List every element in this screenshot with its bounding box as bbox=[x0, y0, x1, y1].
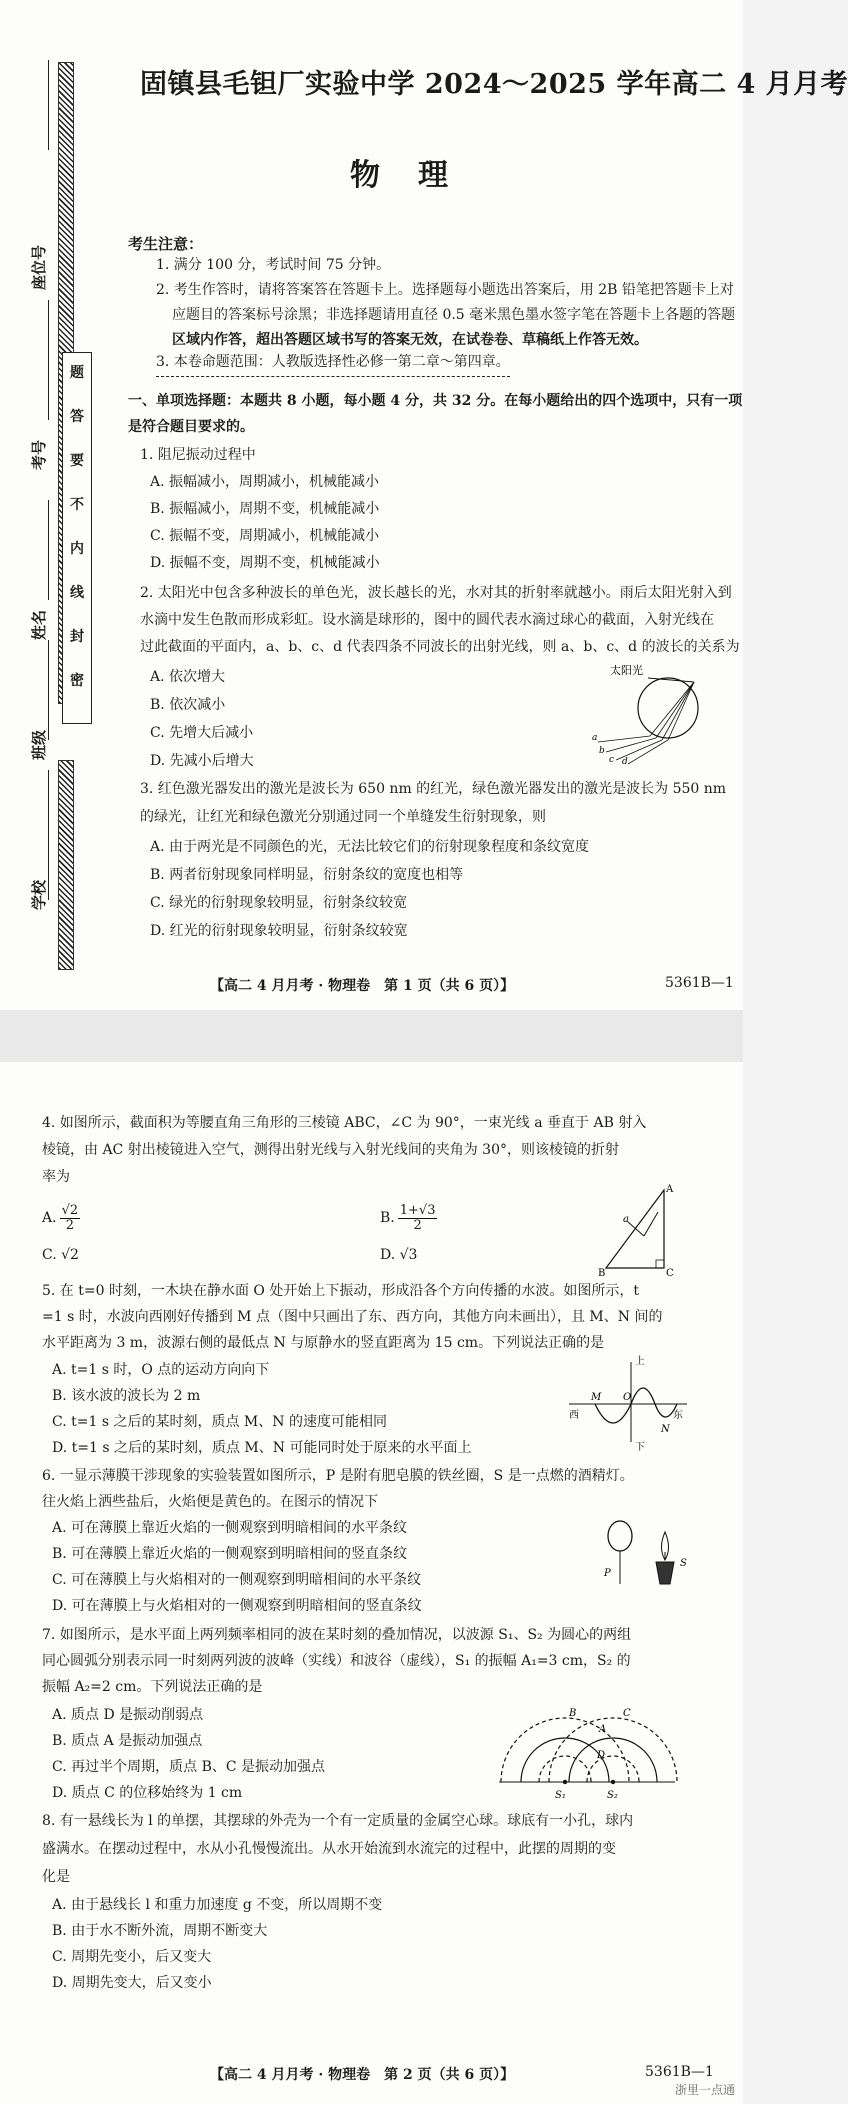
q6-stem: 6. 一显示薄膜干涉现象的实验装置如图所示，P 是附有肥皂膜的铁丝圈，S 是一点燃的酒精灯。 bbox=[42, 1468, 634, 1484]
east-label: 东 bbox=[673, 1410, 683, 1421]
q6-option: B. 可在薄膜上靠近火焰的一侧观察到明暗相间的竖直条纹 bbox=[52, 1546, 408, 1562]
section-heading: 一、单项选择题：本题共 8 小题，每小题 4 分，共 32 分。在每小题给出的四个选项中，只有一项 bbox=[128, 393, 743, 409]
q7-stem: 同心圆弧分别表示同一时刻两列波的波峰（实线）和波谷（虚线），S₁ 的振幅 A₁=3 cm，S₂ 的 bbox=[42, 1653, 631, 1669]
point-a-label: A bbox=[599, 1724, 607, 1735]
page-footer: 【高二 4 月月考 · 物理卷 第 1 页（共 6 页）】 bbox=[210, 978, 515, 994]
exam-page-2 bbox=[0, 1062, 743, 2104]
name-line bbox=[48, 500, 49, 600]
seal-char: 封 bbox=[70, 629, 84, 645]
watermark: 浙里一点通 bbox=[674, 2083, 735, 2097]
name-label: 姓名 bbox=[30, 609, 48, 640]
seal-char: 内 bbox=[70, 541, 84, 557]
q8-stem: 8. 有一悬线长为 l 的单摆，其摆球的外壳为一个有一定质量的金属空心球。球底有一小孔，球内 bbox=[42, 1813, 634, 1829]
q7-stem: 振幅 A₂=2 cm。下列说法正确的是 bbox=[42, 1679, 263, 1695]
class-label: 班级 bbox=[30, 729, 48, 760]
q8-stem: 化是 bbox=[42, 1869, 70, 1885]
seal-char: 答 bbox=[70, 409, 84, 425]
ray-a-label: a bbox=[592, 733, 598, 743]
q4-stem: 4. 如图所示，截面积为等腰直角三角形的三棱镜 ABC，∠C 为 90°，一束光线 a 垂直于 AB 射入 bbox=[42, 1115, 647, 1131]
q6-option: A. 可在薄膜上靠近火焰的一侧观察到明暗相间的水平条纹 bbox=[52, 1520, 408, 1536]
page-footer: 【高二 4 月月考 · 物理卷 第 2 页（共 6 页）】 bbox=[210, 2067, 515, 2083]
q3-option: A. 由于两光是不同颜色的光，无法比较它们的衍射现象程度和条纹宽度 bbox=[150, 839, 590, 855]
west-label: 西 bbox=[569, 1410, 579, 1421]
point-c-label: C bbox=[623, 1708, 631, 1719]
notice-line: 1. 满分 100 分，考试时间 75 分钟。 bbox=[156, 257, 391, 273]
sunlight-label: 太阳光 bbox=[610, 664, 643, 677]
interference-figure bbox=[495, 1702, 680, 1802]
numerator: 1+√3 bbox=[399, 1202, 436, 1218]
point-n-label: N bbox=[661, 1424, 670, 1435]
q7-option: C. 再过半个周期，质点 B、C 是振动加强点 bbox=[52, 1759, 326, 1775]
numerator: √2 bbox=[61, 1202, 79, 1218]
raindrop-figure bbox=[590, 660, 710, 765]
q8-stem: 盛满水。在摆动过程中，水从小孔慢慢流出。从水开始流到水流完的过程中，此摆的周期的变 bbox=[42, 1841, 616, 1857]
q7-stem: 7. 如图所示，是水平面上两列频率相同的波在某时刻的叠加情况，以波源 S₁、S₂ 为圆心的两组 bbox=[42, 1627, 632, 1643]
q5-stem: 5. 在 t=0 时刻，一木块在静水面 O 处开始上下振动，形成沿各个方向传播的水波。如图所示，t bbox=[42, 1283, 639, 1299]
q8-option: D. 周期先变大，后又变小 bbox=[52, 1975, 212, 1991]
q1-option: A. 振幅减小，周期减小，机械能减小 bbox=[150, 474, 380, 490]
q3-stem: 的绿光，让红光和绿色激光分别通过同一个单缝发生衍射现象，则 bbox=[140, 809, 546, 825]
up-label: 上 bbox=[635, 1356, 645, 1367]
point-d-label: D bbox=[597, 1750, 606, 1761]
paper-code: 5361B—1 bbox=[645, 2064, 714, 2080]
q1-stem: 1. 阻尼振动过程中 bbox=[140, 447, 256, 463]
q5-option: A. t=1 s 时，O 点的运动方向向下 bbox=[52, 1362, 270, 1378]
denominator: 2 bbox=[413, 1217, 422, 1233]
seal-char: 线 bbox=[70, 585, 84, 601]
q8-option: C. 周期先变小，后又变大 bbox=[52, 1949, 212, 1965]
q3-option: B. 两者衍射现象同样明显，衍射条纹的宽度也相等 bbox=[150, 867, 464, 883]
section-heading-cont: 是符合题目要求的。 bbox=[128, 419, 254, 435]
q4-stem: 棱镜，由 AC 射出棱镜进入空气，测得出射光线与入射光线间的夹角为 30°，则该棱镜的折射 bbox=[42, 1142, 619, 1158]
exam-title: 固镇县毛钽厂实验中学 2024～2025 学年高二 4 月月考 bbox=[140, 69, 848, 100]
q8-option: B. 由于水不断外流，周期不断变大 bbox=[52, 1923, 268, 1939]
q2-stem: 2. 太阳光中包含多种波长的单色光，波长越长的光，水对其的折射率就越小。雨后太阳光射入到 bbox=[140, 585, 732, 601]
ray-d-label: d bbox=[622, 757, 628, 767]
q6-option: C. 可在薄膜上与火焰相对的一侧观察到明暗相间的水平条纹 bbox=[52, 1572, 422, 1588]
vertex-a-label: A bbox=[666, 1184, 674, 1195]
class-line bbox=[48, 640, 49, 740]
q6-option: D. 可在薄膜上与火焰相对的一侧观察到明暗相间的竖直条纹 bbox=[52, 1598, 422, 1614]
seal-char: 不 bbox=[70, 497, 84, 513]
q4-option-a-letter: A. bbox=[42, 1210, 57, 1226]
water-wave-figure bbox=[565, 1352, 690, 1452]
notice-line: 应题目的答案标号涂黑；非选择题请用直径 0.5 毫米黑色墨水签字笔在答题卡上各题的答题 bbox=[172, 307, 736, 323]
q7-option: D. 质点 C 的位移始终为 1 cm bbox=[52, 1785, 243, 1801]
q3-option: D. 红光的衍射现象较明显，衍射条纹较宽 bbox=[150, 923, 408, 939]
q8-option: A. 由于悬线长 l 和重力加速度 g 不变，所以周期不变 bbox=[52, 1897, 383, 1913]
q2-option: A. 依次增大 bbox=[150, 669, 226, 685]
page-gap bbox=[0, 1010, 743, 1062]
source-s1-label: S₁ bbox=[555, 1790, 566, 1801]
q2-stem: 过此截面的平面内，a、b、c、d 代表四条不同波长的出射光线，则 a、b、c、d 的波长的关系为 bbox=[140, 639, 740, 655]
notice-line: 3. 本卷命题范围：人教版选择性必修一第二章～第四章。 bbox=[156, 349, 510, 377]
vertex-c-label: C bbox=[666, 1268, 674, 1279]
q2-option: D. 先减小后增大 bbox=[150, 753, 254, 769]
q2-option: C. 先增大后减小 bbox=[150, 725, 254, 741]
ray-c-label: c bbox=[609, 755, 615, 765]
q5-stem: 水平距离为 3 m，波源右侧的最低点 N 与原静水的竖直距离为 15 cm。下列说法正确的是 bbox=[42, 1335, 605, 1351]
school-label: 学校 bbox=[30, 879, 48, 910]
q6-stem: 往火焰上洒些盐后，火焰便是黄色的。在图示的情况下 bbox=[42, 1494, 378, 1510]
source-s2-label: S₂ bbox=[607, 1790, 618, 1801]
vertex-b-label: B bbox=[598, 1268, 606, 1279]
q4-option-a bbox=[42, 1200, 80, 1236]
q1-option: B. 振幅减小，周期不变，机械能减小 bbox=[150, 501, 380, 517]
seal-char: 题 bbox=[70, 365, 84, 381]
q4-option-c: C. √2 bbox=[42, 1247, 79, 1263]
exam-page-1 bbox=[0, 0, 848, 1010]
subject-title: 物理 bbox=[350, 158, 486, 193]
q4-stem: 率为 bbox=[42, 1169, 70, 1185]
q5-option: B. 该水波的波长为 2 m bbox=[52, 1388, 201, 1404]
q3-option: C. 绿光的衍射现象较明显，衍射条纹较宽 bbox=[150, 895, 408, 911]
soap-film-figure bbox=[600, 1514, 695, 1594]
q1-option: D. 振幅不变，周期不变，机械能减小 bbox=[150, 555, 380, 571]
notice-line: 2. 考生作答时，请将答案答在答题卡上。选择题每小题选出答案后，用 2B 铅笔把答题卡上对 bbox=[156, 282, 734, 298]
fraction bbox=[398, 1204, 438, 1233]
q4-option-b-letter: B. bbox=[380, 1210, 395, 1226]
binding-strip-lower bbox=[58, 760, 74, 970]
point-m-label: M bbox=[591, 1392, 602, 1403]
lamp-s-label: S bbox=[680, 1558, 687, 1569]
seal-char: 密 bbox=[70, 673, 84, 689]
ray-a-label: a bbox=[623, 1214, 629, 1225]
down-label: 下 bbox=[635, 1442, 645, 1453]
q4-option-b bbox=[380, 1200, 437, 1236]
point-o-label: O bbox=[623, 1392, 632, 1403]
q5-option: D. t=1 s 之后的某时刻，质点 M、N 可能同时处于原来的水平面上 bbox=[52, 1440, 472, 1456]
exam-no-line bbox=[48, 300, 49, 420]
q7-option: A. 质点 D 是振动削弱点 bbox=[52, 1707, 204, 1723]
point-b-label: B bbox=[569, 1708, 577, 1719]
q2-stem: 水滴中发生色散而形成彩虹。设水滴是球形的，图中的圆代表水滴过球心的截面，入射光线在 bbox=[140, 612, 714, 628]
denominator: 2 bbox=[65, 1217, 74, 1233]
q1-option: C. 振幅不变，周期减小，机械能减小 bbox=[150, 528, 380, 544]
film-p-label: P bbox=[604, 1568, 611, 1579]
q3-stem: 3. 红色激光器发出的激光是波长为 650 nm 的红光，绿色激光器发出的激光是波长为 550 nm bbox=[140, 781, 727, 797]
exam-no-label: 考号 bbox=[30, 439, 48, 470]
seat-label: 座位号 bbox=[30, 244, 48, 290]
q5-option: C. t=1 s 之后的某时刻，质点 M、N 的速度可能相同 bbox=[52, 1414, 387, 1430]
q5-stem: =1 s 时，水波向西刚好传播到 M 点（图中只画出了东、西方向，其他方向未画出），且 M、N 间的 bbox=[42, 1309, 663, 1325]
seal-char: 要 bbox=[70, 453, 84, 469]
fraction bbox=[60, 1204, 81, 1233]
ray-b-label: b bbox=[599, 746, 605, 756]
paper-code: 5361B—1 bbox=[665, 975, 734, 991]
q2-option: B. 依次减小 bbox=[150, 697, 226, 713]
q7-option: B. 质点 A 是振动加强点 bbox=[52, 1733, 203, 1749]
seat-line bbox=[48, 60, 49, 150]
notice-heading: 考生注意： bbox=[128, 235, 204, 253]
notice-line: 区域内作答，超出答题区域书写的答案无效，在试卷卷、草稿纸上作答无效。 bbox=[172, 332, 648, 348]
q4-option-d: D. √3 bbox=[380, 1247, 418, 1263]
prism-figure bbox=[598, 1182, 678, 1277]
